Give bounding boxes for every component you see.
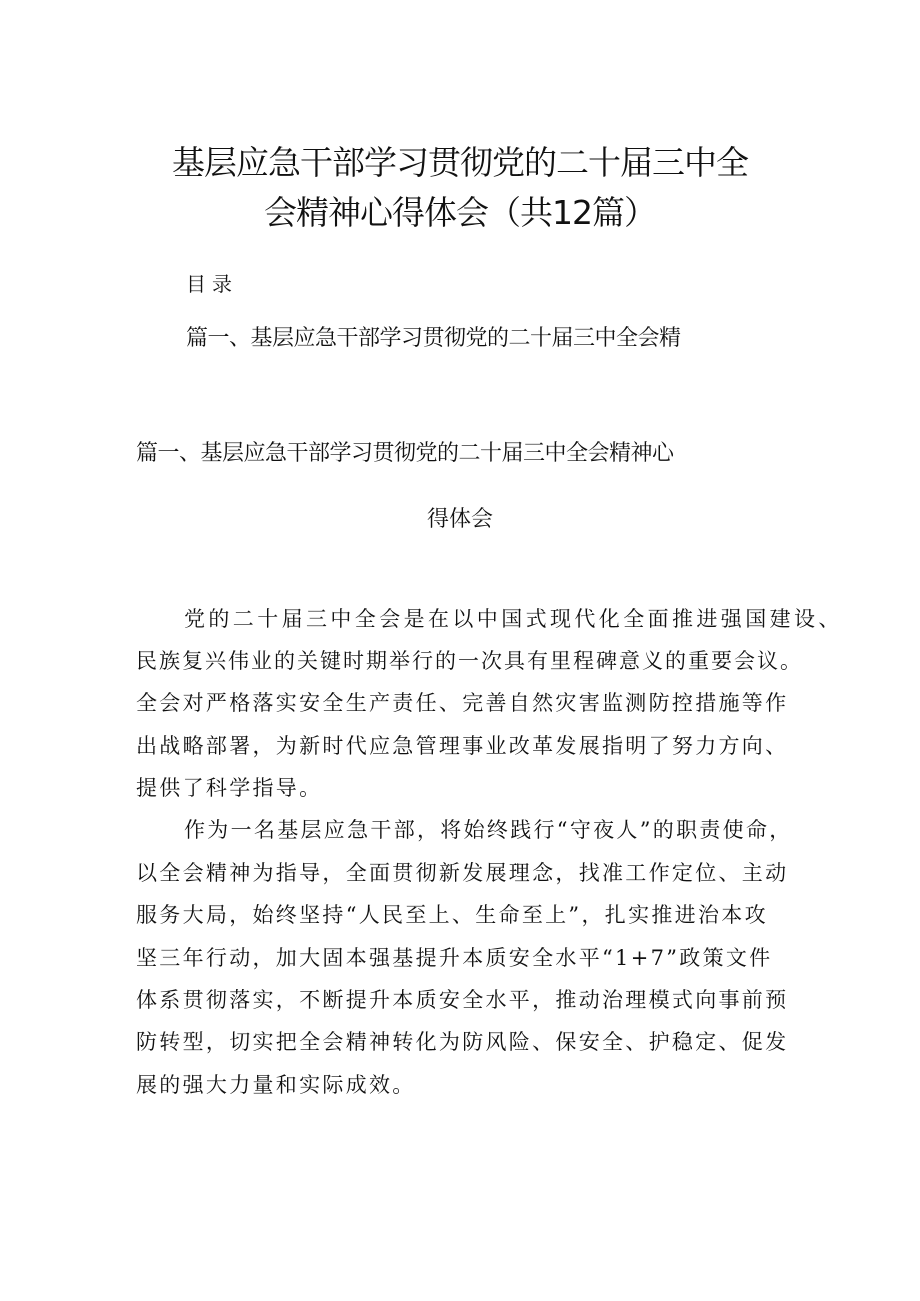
- paragraph-1-line-3: 全会对严格落实安全生产责任、完善自然灾害监测防控措施等作: [136, 691, 789, 715]
- paragraph-2-line-7: 展的强大力量和实际成效。: [136, 1073, 416, 1097]
- paragraph-2-line-4: 坚三年行动，加大固本强基提升本质安全水平“1+7”政策文件: [136, 946, 773, 970]
- toc-label: 目录: [186, 272, 238, 296]
- document-title-line-2: 会精神心得体会（共12篇）: [264, 193, 656, 232]
- section-heading-line-2: 得体会: [426, 507, 493, 532]
- paragraph-2-line-1: 作为一名基层应急干部，将始终践行“守夜人”的职责使命，: [184, 818, 793, 842]
- paragraph-2-line-5: 体系贯彻落实，不断提升本质安全水平，推动治理模式向事前预: [136, 988, 789, 1012]
- paragraph-1-line-1: 党的二十届三中全会是在以中国式现代化全面推进强国建设、: [184, 607, 843, 631]
- section-heading-line-1: 篇一、基层应急干部学习贯彻党的二十届三中全会精神心: [136, 441, 674, 466]
- paragraph-1-line-4: 出战略部署，为新时代应急管理事业改革发展指明了努力方向、: [136, 734, 789, 758]
- document-title-line-1: 基层应急干部学习贯彻党的二十届三中全: [172, 143, 748, 182]
- toc-item-1[interactable]: 篇一、基层应急干部学习贯彻党的二十届三中全会精: [186, 326, 681, 351]
- paragraph-2-line-6: 防转型，切实把全会精神转化为防风险、保安全、护稳定、促发: [136, 1030, 789, 1054]
- paragraph-1-line-5: 提供了科学指导。: [136, 776, 323, 800]
- paragraph-1-line-2: 民族复兴伟业的关键时期举行的一次具有里程碑意义的重要会议。: [136, 649, 803, 673]
- paragraph-2-line-3: 服务大局，始终坚持“人民至上、生命至上”，扎实推进治本攻: [136, 903, 768, 927]
- paragraph-2-line-2: 以全会精神为指导，全面贯彻新发展理念，找准工作定位、主动: [136, 861, 789, 885]
